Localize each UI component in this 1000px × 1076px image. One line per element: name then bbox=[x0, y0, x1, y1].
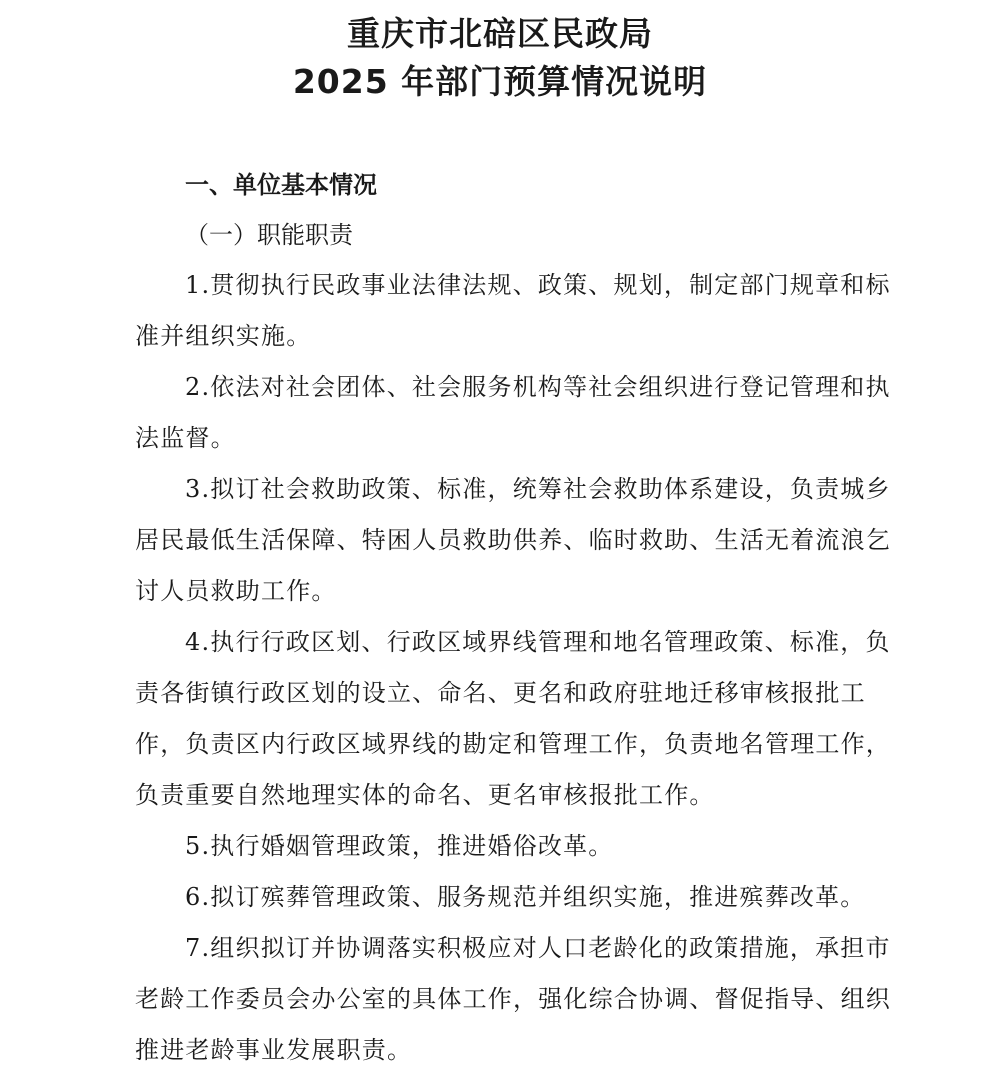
duty-item-7: 7.组织拟订并协调落实积极应对人口老龄化的政策措施，承担市老龄工作委员会办公室的具体工作，强化综合协调、督促指导、组织推进老龄事业发展职责。 bbox=[135, 934, 891, 1064]
duty-item-5: 5.执行婚姻管理政策，推进婚俗改革。 bbox=[185, 832, 614, 860]
section-heading-basic-info: 一、单位基本情况 bbox=[185, 171, 377, 199]
duty-item-6: 6.拟订殡葬管理政策、服务规范并组织实施，推进殡葬改革。 bbox=[185, 883, 866, 911]
duty-item-2: 2.依法对社会团体、社会服务机构等社会组织进行登记管理和执法监督。 bbox=[135, 373, 891, 452]
duty-item-4: 4.执行行政区划、行政区域界线管理和地名管理政策、标准，负责各街镇行政区划的设立、命名、更名和政府驻地迁移审核报批工作，负责区内行政区域界线的勘定和管理工作，负责地名管理工作，负责重要自然地理实体的命名、更名审核报批工作。 bbox=[135, 628, 891, 809]
duty-item-3: 3.拟订社会救助政策、标准，统筹社会救助体系建设，负责城乡居民最低生活保障、特困人员救助供养、临时救助、生活无着流浪乞讨人员救助工作。 bbox=[135, 475, 891, 605]
duty-item-1: 1.贯彻执行民政事业法律法规、政策、规划，制定部门规章和标准并组织实施。 bbox=[135, 271, 891, 350]
subsection-heading-duties: （一）职能职责 bbox=[185, 221, 353, 249]
document-title-line2: 2025 年部门预算情况说明 bbox=[292, 62, 708, 101]
document-title-line1: 重庆市北碚区民政局 bbox=[347, 14, 653, 53]
